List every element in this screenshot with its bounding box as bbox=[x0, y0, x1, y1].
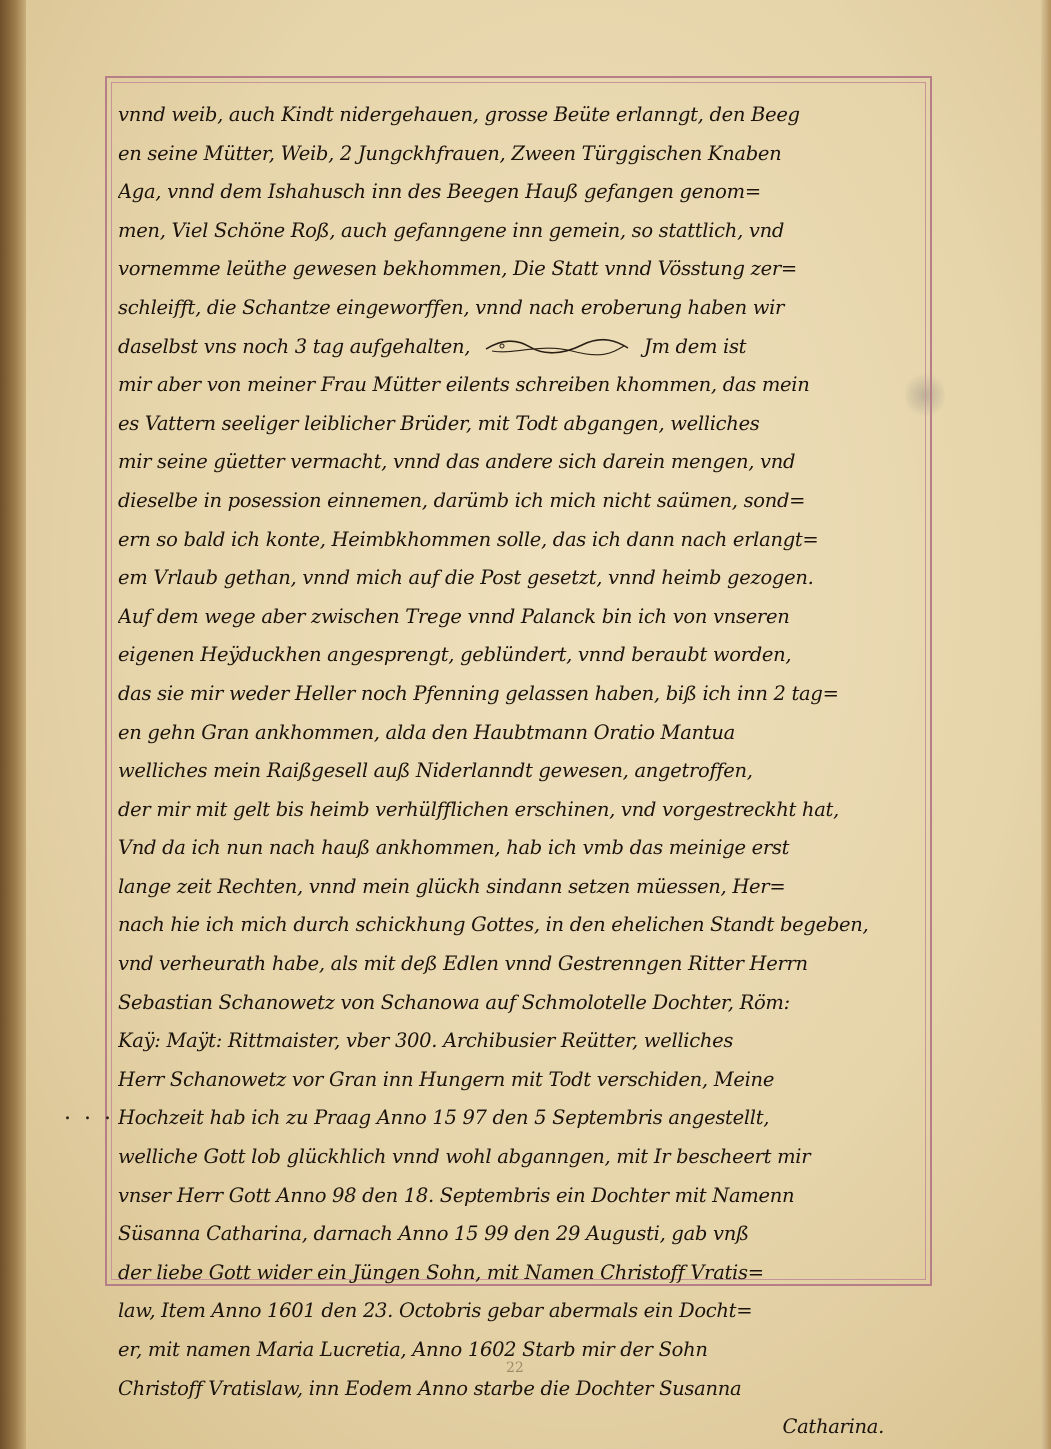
text-line: das sie mir weder Heller noch Pfenning gelassen haben, biß ich inn 2 tag= bbox=[118, 681, 839, 705]
text-line: vnnd weib, auch Kindt nidergehauen, grosse Beüte erlanngt, den Beeg bbox=[118, 103, 800, 126]
text-line: nach hie ich mich durch schickhung Gottes, in den ehelichen Standt begeben, bbox=[118, 913, 869, 937]
text-line: welliche Gott lob glückhlich vnnd wohl abganngen, mit Ir bescheert mir bbox=[118, 1145, 811, 1169]
text-line-closing: Catharina. bbox=[782, 1415, 884, 1439]
text-line: Auf dem wege aber zwischen Trege vnnd Palanck bin ich von vnseren bbox=[118, 604, 790, 628]
text-line: vnser Herr Gott Anno 98 den 18. Septembris ein Dochter mit Namenn bbox=[118, 1183, 795, 1207]
text-line: dieselbe in posession einnemen, darümb ich mich nicht saümen, sond= bbox=[118, 488, 806, 512]
handwritten-text-block bbox=[118, 96, 924, 1447]
text-line-segment: Jm dem ist bbox=[643, 334, 747, 358]
text-line-segment: daselbst vns noch 3 tag aufgehalten, bbox=[118, 334, 471, 358]
text-line: mir aber von meiner Frau Mütter eilents schreiben khommen, das mein bbox=[118, 373, 810, 397]
text-line: vornemme leüthe gewesen bekhommen, Die Statt vnnd Vösstung zer= bbox=[118, 257, 797, 281]
text-line: law, Item Anno 1601 den 23. Octobris gebar abermals ein Docht= bbox=[118, 1299, 753, 1323]
text-line: welliches mein Raißgesell auß Niderlanndt gewesen, angetroffen, bbox=[118, 759, 753, 783]
text-line: Christoff Vratislaw, inn Eodem Anno starbe die Dochter Susanna bbox=[118, 1376, 742, 1400]
text-line: lange zeit Rechten, vnnd mein glückh sindann setzen müessen, Her= bbox=[118, 874, 786, 898]
text-line: der liebe Gott wider ein Jüngen Sohn, mit Namen Christoff Vratis= bbox=[118, 1260, 764, 1284]
text-line: schleifft, die Schantze eingeworffen, vnnd nach eroberung haben wir bbox=[118, 295, 785, 319]
text-line: Vnd da ich nun nach hauß ankhommen, hab ich vmb das meinige erst bbox=[118, 836, 790, 860]
text-line: er, mit namen Maria Lucretia, Anno 1602 Starb mir der Sohn bbox=[118, 1338, 708, 1361]
text-line: Herr Schanowetz vor Gran inn Hungern mit Todt verschiden, Meine bbox=[118, 1067, 775, 1091]
text-line: men, Viel Schöne Roß, auch gefanngene inn gemein, so stattlich, vnd bbox=[118, 218, 785, 242]
text-line: Kaÿ: Maÿt: Rittmaister, vber 300. Archibusier Reütter, welliches bbox=[118, 1029, 734, 1053]
text-line: es Vattern seeliger leiblicher Brüder, mit Todt abgangen, welliches bbox=[118, 411, 760, 435]
text-line: ern so bald ich konte, Heimbkhommen solle, das ich dann nach erlangt= bbox=[118, 527, 819, 551]
text-line: der mir mit gelt bis heimb verhülfflichen erschinen, vnd vorgestreckht hat, bbox=[118, 797, 839, 821]
text-line: eigenen Heÿduckhen angesprengt, geblündert, vnnd beraubt worden, bbox=[118, 643, 792, 667]
margin-marks: . . . bbox=[64, 1100, 114, 1125]
text-line: em Vrlaub gethan, vnnd mich auf die Post gesetzt, vnnd heimb gezogen. bbox=[118, 566, 814, 590]
text-line: Sebastian Schanowetz von Schanowa auf Schmolotelle Dochter, Röm: bbox=[118, 990, 790, 1014]
text-line: Aga, vnnd dem Ishahusch inn des Beegen Hauß gefangen genom= bbox=[118, 180, 761, 204]
page-edge bbox=[1041, 0, 1051, 1449]
text-line-with-flourish bbox=[118, 328, 924, 367]
page-number: 22 bbox=[506, 1360, 524, 1376]
binding-edge bbox=[0, 0, 26, 1449]
text-line: Süsanna Catharina, darnach Anno 15 99 den 29 Augusti, gab vnß bbox=[118, 1222, 749, 1246]
text-line: mir seine güetter vermacht, vnnd das andere sich darein mengen, vnd bbox=[118, 450, 796, 474]
text-line: en gehn Gran ankhommen, alda den Haubtmann Oratio Mantua bbox=[118, 720, 735, 744]
scribal-flourish bbox=[482, 337, 632, 357]
text-line: vnd verheurath habe, als mit deß Edlen vnnd Gestrenngen Ritter Herrn bbox=[118, 952, 808, 976]
text-line: en seine Mütter, Weib, 2 Jungckhfrauen, Zween Türggischen Knaben bbox=[118, 141, 782, 165]
text-line: Hochzeit hab ich zu Praag Anno 15 97 den 5 Septembris angestellt, bbox=[118, 1106, 770, 1130]
